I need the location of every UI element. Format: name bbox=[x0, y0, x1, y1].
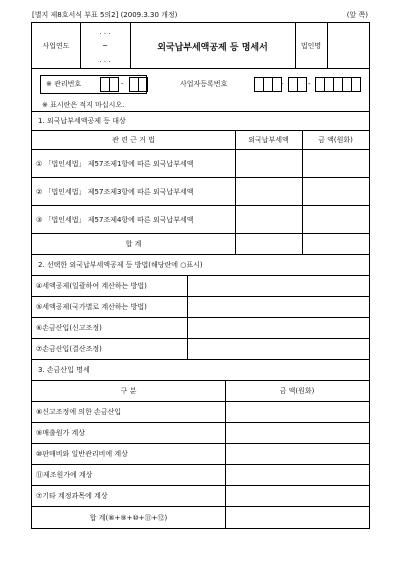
section2-row-4-mark[interactable] bbox=[187, 339, 369, 359]
section2-row-4-label: ⑦손금산입(결산조정) bbox=[36, 345, 102, 353]
section3-row-4 bbox=[32, 464, 369, 485]
form-title: 외국납부세액공제 등 명세서 bbox=[157, 42, 268, 53]
section1-title-row bbox=[32, 111, 369, 130]
section1-row-1-foreign-tax[interactable] bbox=[235, 150, 302, 177]
section3-row-4-amount[interactable] bbox=[225, 465, 369, 485]
section1-row-1 bbox=[32, 149, 369, 177]
col-amount-header: 금 액(원화) bbox=[318, 136, 353, 144]
biz-reg-dash-1: - bbox=[281, 80, 284, 88]
note-row bbox=[32, 99, 369, 111]
section1-total-label: 합 계 bbox=[125, 240, 142, 248]
section2-row-1-label: ④세액공제(일괄하여 계산하는 방법) bbox=[36, 282, 147, 290]
col-item-header: 구 분 bbox=[120, 387, 137, 395]
section1-row-1-label: ① 「법인세법」 제57조제1항에 따른 외국납부세액 bbox=[36, 159, 194, 168]
mgmt-no-dash: - bbox=[121, 80, 124, 88]
section2-row-3 bbox=[32, 317, 369, 338]
mgmt-no-input-a[interactable] bbox=[100, 69, 118, 99]
section3-row-2-label: ⑨매출원가 계상 bbox=[36, 429, 86, 437]
section3-row-1-label: ⑧신고조정에 의한 손금산입 bbox=[36, 408, 122, 416]
title-block bbox=[31, 22, 370, 69]
note-text: ※ 표시란은 적지 마십시오. bbox=[42, 101, 125, 109]
biz-reg-input-c[interactable] bbox=[315, 69, 360, 99]
section1-row-3-amount[interactable] bbox=[302, 206, 369, 233]
section2-row-2-mark[interactable] bbox=[187, 297, 369, 317]
form-body bbox=[31, 68, 370, 529]
section3-row-1-amount[interactable] bbox=[225, 402, 369, 422]
mgmt-no-input-b[interactable] bbox=[129, 69, 147, 99]
section2-title-row bbox=[32, 254, 369, 275]
section3-row-3-label: ⑩판매비와 일반관리비에 계상 bbox=[36, 450, 128, 458]
section3-row-2-amount[interactable] bbox=[225, 423, 369, 443]
section3-row-5 bbox=[32, 485, 369, 506]
col-basis-header: 관 련 근 거 법 bbox=[112, 136, 155, 144]
form-number: [별지 제8호서식 부표 5의2] (2009.3.30 개정) bbox=[32, 11, 178, 19]
section2-row-1 bbox=[32, 275, 369, 296]
section3-total-amount[interactable] bbox=[225, 507, 369, 528]
page-side-label: (앞 쪽) bbox=[346, 11, 368, 19]
section2-row-3-mark[interactable] bbox=[187, 318, 369, 338]
biz-reg-label: 사업자등록번호 bbox=[180, 80, 228, 88]
section1-row-1-amount[interactable] bbox=[302, 150, 369, 177]
fiscal-year-label: 사업연도 bbox=[42, 42, 70, 50]
section3-row-1 bbox=[32, 401, 369, 422]
section3-row-5-amount[interactable] bbox=[225, 486, 369, 506]
section2-row-4 bbox=[32, 338, 369, 359]
section3-total-row bbox=[32, 506, 369, 528]
section3-row-2 bbox=[32, 422, 369, 443]
date-from[interactable]: . . . bbox=[99, 28, 111, 36]
section2-title: 2. 선택한 외국납부세액공제 등 방법(해당란에 ○표시) bbox=[38, 261, 203, 269]
section3-row-3 bbox=[32, 443, 369, 464]
section1-total-foreign-tax[interactable] bbox=[235, 234, 302, 254]
date-tilde: ~ bbox=[102, 42, 108, 50]
corp-name-field[interactable] bbox=[327, 23, 369, 69]
section2-row-2 bbox=[32, 296, 369, 317]
form-header bbox=[32, 10, 368, 22]
section3-row-5-label: ⑦기타 계정과목에 계상 bbox=[36, 492, 108, 500]
section2-row-3-label: ⑥손금산입(신고조정) bbox=[36, 324, 102, 332]
section1-row-2-foreign-tax[interactable] bbox=[235, 178, 302, 205]
biz-reg-dash-2: - bbox=[308, 80, 311, 88]
section3-row-4-label: ⑪제조원가에 계상 bbox=[36, 471, 93, 479]
section3-title: 3. 손금산입 명세 bbox=[38, 366, 90, 374]
date-to[interactable]: . . . bbox=[99, 56, 111, 64]
mgmt-no-label: ※ 관리번호 bbox=[46, 80, 82, 88]
section1-total-row bbox=[32, 233, 369, 254]
section3-title-row bbox=[32, 359, 369, 380]
biz-reg-input-b[interactable] bbox=[288, 69, 306, 99]
col-amount-header-3: 금 액(원화) bbox=[279, 387, 315, 395]
section1-row-2-label: ② 「법인세법」 제57조제3항에 따른 외국납부세액 bbox=[36, 187, 194, 196]
section3-row-3-amount[interactable] bbox=[225, 444, 369, 464]
section1-row-2 bbox=[32, 177, 369, 205]
section3-header-row bbox=[32, 380, 369, 401]
corp-name-label: 법인명 bbox=[300, 42, 322, 50]
section1-row-3 bbox=[32, 205, 369, 233]
section1-title: 1. 외국납부세액공제 등 대상 bbox=[38, 117, 126, 125]
section1-header-row bbox=[32, 130, 369, 149]
section2-row-2-label: ⑤세액공제(국가별로 계산하는 방법) bbox=[36, 303, 147, 311]
section2-row-1-mark[interactable] bbox=[187, 276, 369, 296]
id-row bbox=[32, 69, 369, 99]
section1-row-3-label: ③ 「법인세법」 제57조제4항에 따른 외국납부세액 bbox=[36, 215, 194, 224]
biz-reg-input-a[interactable] bbox=[254, 69, 281, 99]
section1-row-2-amount[interactable] bbox=[302, 178, 369, 205]
section1-total-amount[interactable] bbox=[302, 234, 369, 254]
col-foreign-tax-header: 외국납부세액 bbox=[248, 136, 289, 144]
section1-row-3-foreign-tax[interactable] bbox=[235, 206, 302, 233]
section3-total-label: 합 계(⑧+⑨+⑩+⑪+⑫) bbox=[89, 513, 168, 522]
